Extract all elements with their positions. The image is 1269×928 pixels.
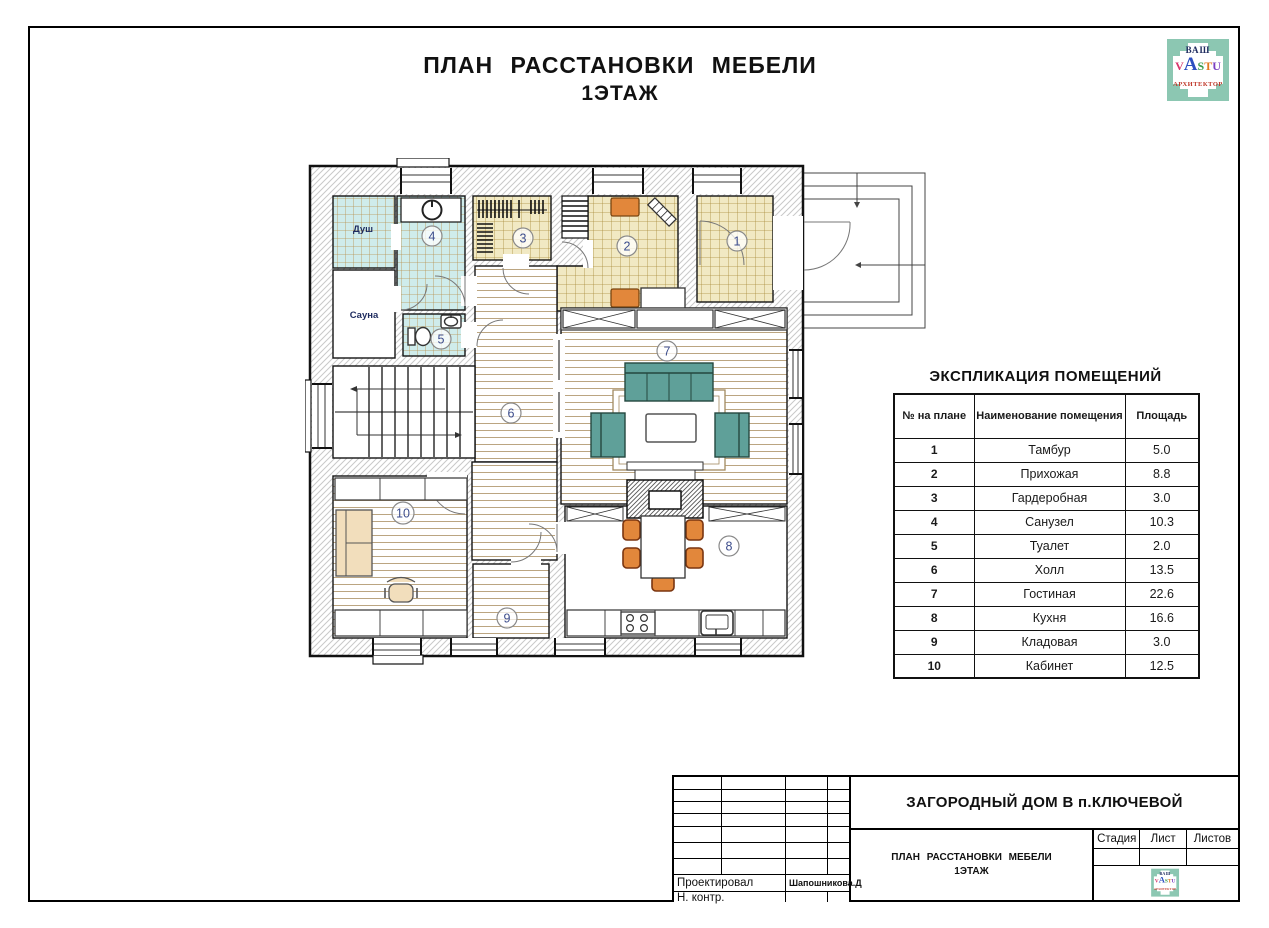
legend-table bbox=[893, 393, 1200, 679]
stage-label: Стадия bbox=[1094, 830, 1140, 849]
office-sofa bbox=[336, 510, 372, 576]
svg-text:10: 10 bbox=[396, 506, 410, 521]
sink-icon bbox=[441, 315, 461, 328]
room-number-7 bbox=[657, 341, 677, 361]
title-block bbox=[672, 775, 1240, 902]
room-number-4 bbox=[422, 226, 442, 246]
room-hall-6-upper bbox=[475, 266, 557, 462]
porch-steps bbox=[803, 173, 925, 328]
project-title: ЗАГОРОДНЫЙ ДОМ В п.КЛЮЧЕВОЙ bbox=[851, 777, 1238, 830]
svg-text:1: 1 bbox=[733, 234, 741, 249]
stage-sheet-values bbox=[1094, 849, 1238, 866]
legend-row-1: 1 Тамбур 5.0 bbox=[894, 438, 1199, 462]
svg-text:9: 9 bbox=[503, 611, 511, 626]
designer-label: Проектировал bbox=[674, 875, 785, 891]
rear-step bbox=[373, 655, 423, 664]
legend-row-5: 5 Туалет 2.0 bbox=[894, 534, 1199, 558]
title-block-logo-cell bbox=[1094, 866, 1238, 900]
logo-text-top: ВАШ bbox=[1185, 45, 1211, 55]
room-number-1 bbox=[727, 231, 747, 251]
svg-text:8: 8 bbox=[725, 539, 733, 554]
room-number-5 bbox=[431, 329, 451, 349]
dining-chair bbox=[623, 548, 640, 568]
kitchen-counter bbox=[567, 610, 785, 636]
dining-chair bbox=[686, 520, 703, 540]
title-block-signature-grid bbox=[674, 777, 862, 904]
logo-text-bottom: АРХИТЕКТОР bbox=[1173, 81, 1223, 88]
room-number-10 bbox=[392, 502, 414, 524]
sheet-title-line1: ПЛАН РАССТАНОВКИ МЕБЕЛИ bbox=[423, 52, 817, 78]
ncontrol-label: Н. контр. bbox=[674, 892, 785, 904]
desk bbox=[335, 610, 467, 636]
svg-text:5: 5 bbox=[437, 332, 445, 347]
chimney-step bbox=[397, 158, 449, 167]
company-logo bbox=[1160, 33, 1236, 107]
label-sauna: Сауна bbox=[349, 310, 379, 321]
bookshelf bbox=[335, 478, 467, 500]
svg-text:4: 4 bbox=[428, 229, 436, 244]
armchair bbox=[715, 413, 749, 457]
col-header-num: № на плане bbox=[894, 394, 974, 438]
bench bbox=[611, 289, 639, 307]
sheet-title-line2: 1ЭТАЖ bbox=[581, 82, 659, 105]
room-number-2 bbox=[617, 236, 637, 256]
room-number-9 bbox=[497, 608, 517, 628]
legend-row-2: 2 Прихожая 8.8 bbox=[894, 462, 1199, 486]
legend-row-6: 6 Холл 13.5 bbox=[894, 558, 1199, 582]
stove-icon bbox=[621, 612, 655, 634]
svg-text:2: 2 bbox=[623, 239, 631, 254]
office-chair bbox=[385, 578, 417, 603]
room-number-3 bbox=[513, 228, 533, 248]
fireplace bbox=[627, 462, 703, 518]
sheet-title bbox=[300, 52, 940, 106]
dining-chair bbox=[623, 520, 640, 540]
dining-chair bbox=[686, 548, 703, 568]
col-header-area: Площадь bbox=[1125, 394, 1199, 438]
floor-plan bbox=[305, 158, 945, 673]
legend-title: ЭКСПЛИКАЦИЯ ПОМЕЩЕНИЙ bbox=[929, 368, 1162, 385]
svg-text:3: 3 bbox=[519, 231, 527, 246]
svg-text:7: 7 bbox=[663, 344, 671, 359]
legend-header-row bbox=[894, 394, 1199, 438]
dining-table bbox=[641, 516, 685, 578]
living-room-wardrobes bbox=[561, 308, 787, 330]
washing-machine-icon bbox=[401, 198, 461, 222]
designer-name: Шапошникова.Д bbox=[786, 875, 849, 891]
toilet-icon bbox=[408, 328, 431, 346]
drawing-title: ПЛАН РАССТАНОВКИ МЕБЕЛИ 1ЭТАЖ bbox=[851, 830, 1094, 900]
legend-row-8: 8 Кухня 16.6 bbox=[894, 606, 1199, 630]
legend-row-10: 10 Кабинет 12.5 bbox=[894, 654, 1199, 678]
logo-text-vastu: VASTU bbox=[1175, 54, 1221, 75]
svg-text:6: 6 bbox=[507, 406, 515, 421]
col-header-name: Наименование помещения bbox=[974, 394, 1125, 438]
sheet-label: Лист bbox=[1140, 830, 1186, 849]
legend bbox=[893, 368, 1198, 679]
room-number-8 bbox=[719, 536, 739, 556]
sheets-label: Листов bbox=[1187, 830, 1238, 849]
room-hall-6-lower bbox=[472, 462, 557, 560]
bench bbox=[611, 198, 639, 216]
legend-row-4: 4 Санузел 10.3 bbox=[894, 510, 1199, 534]
room-number-6 bbox=[501, 403, 521, 423]
label-shower: Душ bbox=[352, 224, 374, 235]
legend-row-3: 3 Гардеробная 3.0 bbox=[894, 486, 1199, 510]
cabinet bbox=[641, 288, 685, 308]
coffee-table bbox=[646, 414, 696, 442]
kitchen-sink-icon bbox=[701, 611, 733, 636]
window-bay bbox=[305, 380, 311, 452]
legend-row-7: 7 Гостиная 22.6 bbox=[894, 582, 1199, 606]
company-logo-small: ВАШ VASTU АРХИТЕКТОР bbox=[1148, 866, 1184, 900]
legend-row-9: 9 Кладовая 3.0 bbox=[894, 630, 1199, 654]
armchair bbox=[591, 413, 625, 457]
